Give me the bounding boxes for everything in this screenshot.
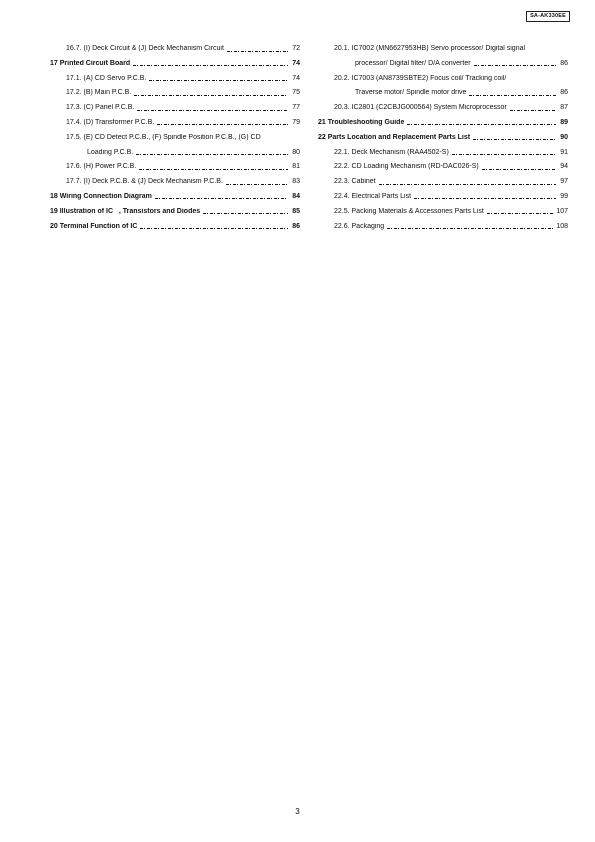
toc-entry-page: 83 xyxy=(292,178,300,186)
dot-leader xyxy=(226,184,288,185)
toc-entry-page: 87 xyxy=(560,104,568,112)
page-number: 3 xyxy=(295,807,300,816)
toc-entry[interactable] xyxy=(50,45,300,53)
dot-leader xyxy=(473,139,556,140)
dot-leader xyxy=(136,154,288,155)
toc-entry[interactable] xyxy=(318,193,568,201)
toc-entry[interactable] xyxy=(318,223,568,231)
dot-leader xyxy=(155,198,288,199)
toc-entry[interactable] xyxy=(318,45,568,53)
toc-entry[interactable] xyxy=(50,89,300,97)
toc-entry-title: 22.4. Electrical Parts List xyxy=(334,192,412,200)
toc-entry-page: 85 xyxy=(292,207,300,215)
toc-entry-title: 17.6. (H) Power P.C.B. xyxy=(66,163,137,171)
toc-column-left xyxy=(50,45,300,237)
toc-entry[interactable] xyxy=(318,104,568,112)
toc-entry-page: 86 xyxy=(292,222,300,230)
toc-entry-title: 21 Troubleshooting Guide xyxy=(318,118,405,126)
dot-leader xyxy=(139,169,288,170)
toc-entry-page: 90 xyxy=(560,133,568,141)
toc-entry-title: 22.3. Cabinet xyxy=(334,178,376,186)
toc-entry-title: Loading P.C.B. xyxy=(87,148,134,156)
dot-leader xyxy=(137,110,288,111)
toc-entry-title: 22.2. CD Loading Mechanism (RD-DAC026-S) xyxy=(334,163,479,171)
toc-entry[interactable] xyxy=(318,208,568,216)
toc-entry-title: 19 Illustration of IC , Transistors and Diodes xyxy=(50,207,201,215)
toc-entry[interactable] xyxy=(318,89,568,97)
toc-entry-title: processor/ Digital filter/ D/A converter xyxy=(355,59,471,67)
toc-entry-page: 75 xyxy=(292,89,300,97)
toc-entry-page: 86 xyxy=(560,89,568,97)
toc-entry-title: 20.3. IC2801 (C2CBJG000564) System Microprocessor xyxy=(334,104,507,112)
toc-entry-page: 74 xyxy=(292,74,300,82)
toc-entry-page: 89 xyxy=(560,118,568,126)
dot-leader xyxy=(482,169,556,170)
toc-entry-page: 84 xyxy=(292,192,300,200)
toc-entry[interactable] xyxy=(50,134,300,142)
dot-leader xyxy=(387,228,554,229)
dot-leader xyxy=(227,51,288,52)
toc-entry-page: 74 xyxy=(292,59,300,67)
toc-entry-title: 17.2. (B) Main P.C.B. xyxy=(66,89,132,97)
toc-entry-page: 99 xyxy=(560,192,568,200)
toc-section-entry[interactable] xyxy=(318,119,568,127)
toc-entry[interactable] xyxy=(318,178,568,186)
toc-section-entry[interactable] xyxy=(318,134,568,142)
toc-entry-page: 97 xyxy=(560,178,568,186)
dot-leader xyxy=(452,154,556,155)
dot-leader xyxy=(487,213,555,214)
toc-entry[interactable] xyxy=(50,75,300,83)
dot-leader xyxy=(149,80,288,81)
toc-entry-title: 22.6. Packaging xyxy=(334,222,385,230)
toc-entry[interactable] xyxy=(50,104,300,112)
toc-entry-title: 22.1. Deck Mechanism (RAA4502-S) xyxy=(334,148,449,156)
toc-entry-title: 17.4. (D) Transformer P.C.B. xyxy=(66,118,155,126)
toc-column-right xyxy=(318,45,568,237)
toc-entry-title: 18 Wiring Connection Diagram xyxy=(50,192,152,200)
toc-entry-page: 107 xyxy=(556,207,568,215)
dot-leader xyxy=(157,124,288,125)
toc-entry[interactable] xyxy=(50,149,300,157)
toc-entry[interactable] xyxy=(318,163,568,171)
toc-section-entry[interactable] xyxy=(50,223,300,231)
toc-entry[interactable] xyxy=(50,163,300,171)
toc-entry-title: 16.7. (I) Deck Circuit & (J) Deck Mechanism Circuit xyxy=(66,45,224,52)
toc-entry[interactable] xyxy=(318,60,568,68)
toc-entry-title: 17 Printed Circuit Board xyxy=(50,59,131,67)
toc-entry[interactable] xyxy=(50,178,300,186)
dot-leader xyxy=(203,213,288,214)
toc-section-entry[interactable] xyxy=(50,208,300,216)
dot-leader xyxy=(407,124,556,125)
dot-leader xyxy=(379,184,556,185)
toc-entry-title: 17.7. (I) Deck P.C.B. & (J) Deck Mechanism P.C.B. xyxy=(66,178,223,186)
toc-entry-title: 22 Parts Location and Replacement Parts List xyxy=(318,133,471,141)
toc-entry-title: 22.5. Packing Materials & Accessories Parts List xyxy=(334,207,484,215)
toc-entry-page: 72 xyxy=(292,45,300,52)
toc-section-entry[interactable] xyxy=(50,60,300,68)
toc-entry-page: 81 xyxy=(292,163,300,171)
toc-entry[interactable] xyxy=(318,75,568,83)
model-number-badge: SA-AK330EE xyxy=(526,11,570,22)
dot-leader xyxy=(133,65,288,66)
toc-entry-title: 20 Terminal Function of IC xyxy=(50,222,138,230)
toc-entry-page: 108 xyxy=(556,222,568,230)
toc-entry-page: 77 xyxy=(292,104,300,112)
toc-entry-page: 80 xyxy=(292,148,300,156)
toc-entry-title: 17.1. (A) CD Servo P.C.B. xyxy=(66,74,147,82)
toc-entry-title: 20.2. IC7003 (AN8739SBTE2) Focus coil/ Tracking coil/ xyxy=(334,74,507,82)
toc-entry-page: 79 xyxy=(292,118,300,126)
toc-entry[interactable] xyxy=(318,149,568,157)
dot-leader xyxy=(134,95,288,96)
toc-entry-title: 17.3. (C) Panel P.C.B. xyxy=(66,104,135,112)
toc-entry[interactable] xyxy=(50,119,300,127)
dot-leader xyxy=(510,110,556,111)
dot-leader xyxy=(140,228,288,229)
toc-section-entry[interactable] xyxy=(50,193,300,201)
toc-entry-title: 20.1. IC7002 (MN6627953HB) Servo processor/ Digital signal xyxy=(334,45,526,52)
dot-leader xyxy=(474,65,556,66)
toc-entry-page: 86 xyxy=(560,59,568,67)
toc-entry-page: 91 xyxy=(560,148,568,156)
dot-leader xyxy=(469,95,556,96)
toc-entry-title: 17.5. (E) CD Detect P.C.B., (F) Spindle Position P.C.B., (G) CD xyxy=(66,133,261,141)
toc-entry-title: Traverse motor/ Spindle motor drive xyxy=(355,89,467,97)
toc-entry-page: 94 xyxy=(560,163,568,171)
dot-leader xyxy=(414,198,556,199)
